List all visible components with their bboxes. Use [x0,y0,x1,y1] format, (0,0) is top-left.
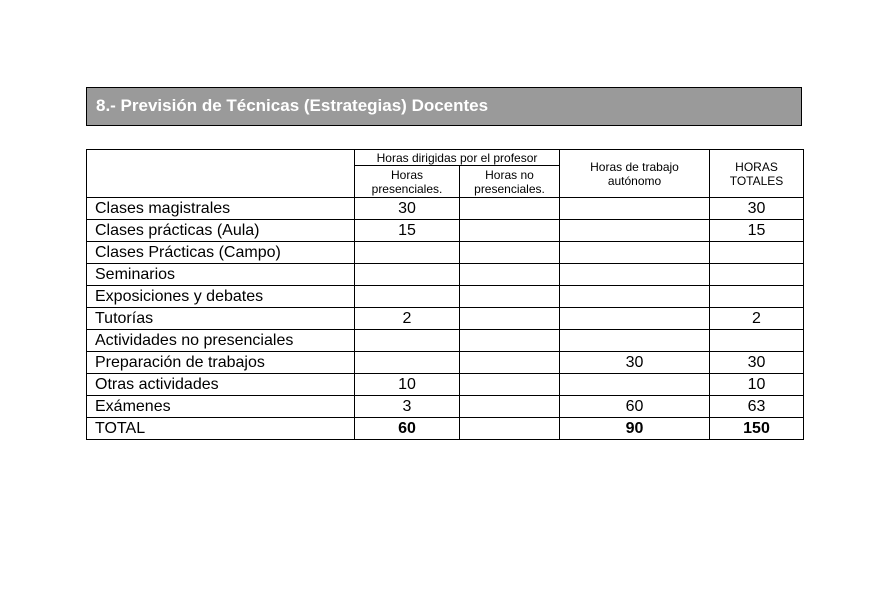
section-header [86,87,802,126]
row-label: Preparación de trabajos [87,352,355,374]
row-label: Exposiciones y debates [87,286,355,308]
cell-presenciales: 30 [355,198,460,220]
header-group-teacher: Horas dirigidas por el profesor [355,150,560,166]
cell-presenciales [355,352,460,374]
table-row [87,242,804,264]
total-autonomo: 90 [560,418,710,440]
header-presenciales-label: Horas presenciales. [371,167,443,196]
cell-no-presenciales [460,220,560,242]
row-label: Otras actividades [87,374,355,396]
cell-autonomo [560,286,710,308]
cell-presenciales: 10 [355,374,460,396]
cell-totales: 30 [710,198,804,220]
cell-totales: 15 [710,220,804,242]
total-no-presenciales [460,418,560,440]
cell-presenciales: 15 [355,220,460,242]
cell-totales: 2 [710,308,804,330]
cell-totales [710,264,804,286]
cell-no-presenciales [460,198,560,220]
cell-totales [710,330,804,352]
cell-no-presenciales [460,264,560,286]
cell-autonomo: 30 [560,352,710,374]
cell-autonomo [560,330,710,352]
header-no-presenciales-label: Horas no presenciales. [474,167,545,196]
cell-totales: 63 [710,396,804,418]
cell-autonomo [560,242,710,264]
total-label: TOTAL [87,418,355,440]
cell-presenciales [355,330,460,352]
total-totales: 150 [710,418,804,440]
table-row [87,264,804,286]
header-presenciales [355,166,460,198]
row-label: Seminarios [87,264,355,286]
row-label: Actividades no presenciales [87,330,355,352]
total-presenciales: 60 [355,418,460,440]
header-no-presenciales [460,166,560,198]
header-totales [710,150,804,198]
header-totales-label: HORAS TOTALES [729,159,784,188]
cell-autonomo [560,264,710,286]
header-autonomo-label: Horas de trabajo autónomo [590,159,679,188]
cell-presenciales [355,264,460,286]
row-label: Clases magistrales [87,198,355,220]
total-row [87,418,804,440]
table-row [87,396,804,418]
cell-no-presenciales [460,330,560,352]
cell-presenciales: 3 [355,396,460,418]
row-label: Tutorías [87,308,355,330]
table-row [87,198,804,220]
row-label: Clases Prácticas (Campo) [87,242,355,264]
table-row [87,330,804,352]
cell-no-presenciales [460,286,560,308]
table-row [87,286,804,308]
table-row [87,374,804,396]
table-row [87,308,804,330]
cell-no-presenciales [460,308,560,330]
row-label: Clases prácticas (Aula) [87,220,355,242]
hours-table [86,149,804,440]
cell-no-presenciales [460,352,560,374]
section-title: 8.- Previsión de Técnicas (Estrategias) Docentes [96,96,489,115]
cell-totales [710,286,804,308]
cell-autonomo [560,308,710,330]
cell-no-presenciales [460,396,560,418]
cell-autonomo: 60 [560,396,710,418]
cell-presenciales: 2 [355,308,460,330]
cell-totales: 10 [710,374,804,396]
cell-autonomo [560,374,710,396]
cell-no-presenciales [460,242,560,264]
cell-presenciales [355,286,460,308]
cell-autonomo [560,220,710,242]
table-row [87,352,804,374]
table-row [87,220,804,242]
header-autonomo [560,150,710,198]
cell-autonomo [560,198,710,220]
cell-presenciales [355,242,460,264]
cell-totales [710,242,804,264]
header-empty-cell [87,150,355,198]
row-label: Exámenes [87,396,355,418]
cell-no-presenciales [460,374,560,396]
cell-totales: 30 [710,352,804,374]
